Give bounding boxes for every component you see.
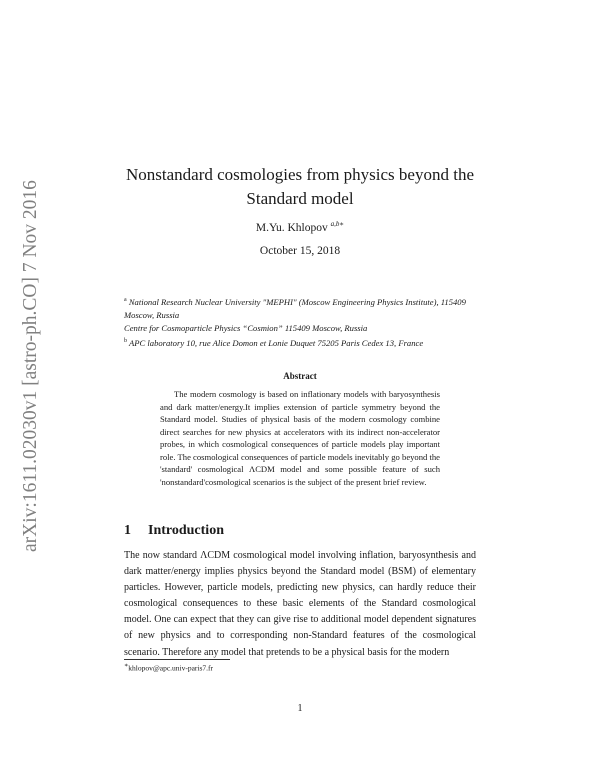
abstract-heading: Abstract [283, 371, 317, 381]
author-name: M.Yu. Khlopov [255, 221, 328, 234]
footnote-mark: ∗ [124, 662, 129, 669]
affiliation-a-mark: a [124, 297, 127, 303]
affiliations-block [124, 294, 476, 350]
paper-date: October 15, 2018 [259, 245, 341, 257]
affiliation-a-text: National Research Nuclear University "MEPHI" (Moscow Engineering Physics Institute), 115409 Moscow, Russia [124, 296, 466, 320]
affiliation-cosmion-text: Centre for Cosmoparticle Physics “Cosmion” 115409 Moscow, Russia [124, 322, 368, 333]
author-affiliation-marks: a,b∗ [330, 220, 345, 228]
affiliation-b-mark: b [124, 337, 127, 344]
introduction-text: The now standard ΛCDM cosmological model involving inflation, baryosynthesis and dark matter/energy implies physics beyond the Standard model (BSM) of elementary particles. However, particle models, predicting new physics, can hardly reduce their cosmological consequences to these basic elements of the Standard cosmological model. One can expect that they can give rise to additional model dependent signatures of new physics and to corresponding non-Standard features of the cosmological scenario. Therefore any model that pretends to be a physical basis for the modern [124, 550, 476, 658]
arxiv-identifier-stamp: arXiv:1611.02030v1 [astro-ph.CO] 7 Nov 2016 [20, 180, 41, 552]
footnote-divider [124, 659, 230, 660]
affiliation-cosmion [124, 322, 476, 335]
footnote [124, 662, 213, 673]
section-number: 1 [124, 523, 131, 538]
abstract-text: The modern cosmology is based on inflationary models with baryosynthesis and dark matter/energy.It implies extension of particle symmetry beyond the Standard model. Studies of physical basis of the modern cosmology combine direct searches for new physics at accelerators with its indirect non-accelerator probes, in which cosmological consequences of particle models play important role. The cosmological consequences of particle models inevitably go beyond the 'standard' cosmological ΛCDM model and some possible feature of such 'nonstandard'cosmological scenarios is the subject of the present brief review. [160, 389, 440, 487]
page-number: 1 [297, 703, 303, 714]
section-heading [124, 523, 224, 539]
title-line-2: Standard model [246, 189, 354, 208]
title-line-1: Nonstandard cosmologies from physics beyond the [126, 165, 474, 184]
paper-title [100, 163, 500, 211]
affiliation-a [124, 294, 476, 322]
affiliation-b [124, 335, 476, 350]
affiliation-b-text: APC laboratory 10, rue Alice Domon et Lonie Duquet 75205 Paris Cedex 13, France [129, 337, 424, 348]
author-line [100, 220, 500, 234]
footnote-email: khlopov@apc.univ-paris7.fr [128, 663, 214, 673]
section-title: Introduction [148, 523, 224, 538]
